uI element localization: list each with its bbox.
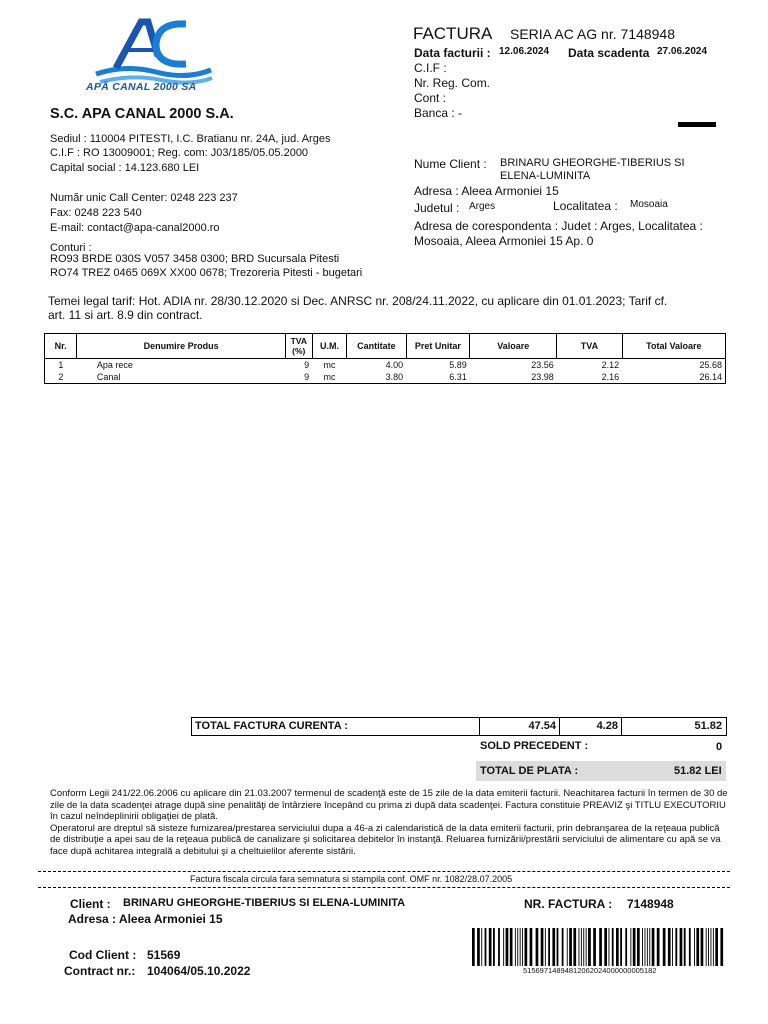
total-payable-label: TOTAL DE PLATA : — [480, 765, 579, 777]
barcode-bar — [493, 928, 495, 966]
client-correspondence-1: Adresa de corespondenta : Judet : Arges, Localitatea : — [414, 219, 703, 233]
client-localitate-label: Localitatea : — [553, 199, 618, 213]
barcode-bar — [583, 928, 584, 966]
barcode-bar — [672, 928, 673, 966]
coupon-contract: 104064/05.10.2022 — [147, 964, 251, 978]
company-name: S.C. APA CANAL 2000 S.A. — [50, 106, 234, 122]
invoice-due-date: 27.06.2024 — [657, 46, 708, 57]
col-header: Pret Unitar — [406, 334, 470, 359]
col-header: Denumire Produs — [77, 334, 286, 359]
divider — [38, 871, 730, 872]
barcode-bar — [599, 928, 602, 966]
cell-total: 26.14 — [699, 372, 722, 382]
company-email: E-mail: contact@apa-canal2000.ro — [50, 222, 220, 234]
client-localitate: Mosoaia — [630, 199, 668, 210]
legal-tariff-line-1: Temei legal tarif: Hot. ADIA nr. 28/30.12.2020 si Dec. ANRSC nr. 208/24.11.2022, cu aplicare din 01.01.2023; Tarif cf. — [48, 294, 668, 308]
barcode-bar — [680, 928, 683, 966]
barcode-bar — [477, 928, 480, 966]
barcode-bar — [713, 928, 714, 966]
barcode-bar — [668, 928, 671, 966]
cell-value: 23.98 — [531, 372, 554, 382]
sold-label: SOLD PRECEDENT : — [480, 740, 589, 752]
barcode-bar — [489, 928, 492, 966]
company-cif: C.I.F : RO 13009001; Reg. com: J03/185/05.05.2000 — [50, 147, 309, 159]
coupon-invoice-label: NR. FACTURA : — [524, 897, 613, 911]
company-conturi-label: Conturi : — [50, 242, 92, 254]
client-judet-label: Judetul : — [414, 201, 460, 215]
barcode-bar — [481, 928, 482, 966]
barcode-bar — [520, 928, 521, 966]
barcode-bar — [579, 928, 580, 966]
items-table — [44, 333, 726, 384]
col-header: Nr. — [45, 334, 77, 359]
invoice-title: FACTURA — [413, 24, 493, 43]
redaction-mark — [678, 122, 716, 127]
legal-tariff-line-2: art. 11 si art. 8.9 din contract. — [48, 308, 203, 322]
invoice-date: 12.06.2024 — [499, 46, 550, 57]
barcode-bar — [675, 928, 677, 966]
barcode-bar — [620, 928, 622, 966]
barcode-bar — [701, 928, 704, 966]
barcode-bar — [548, 928, 550, 966]
barcode-bar — [593, 928, 596, 966]
table-row — [45, 371, 726, 384]
barcode-bar — [569, 928, 572, 966]
barcode-bar — [573, 928, 576, 966]
barcode-text: 51569714894812062024000000005182 — [523, 966, 657, 975]
barcode-bar — [708, 928, 709, 966]
coupon-client-code: 51569 — [147, 948, 181, 962]
cell-unit-price: 6.31 — [449, 372, 467, 382]
col-header: Cantitate — [347, 334, 406, 359]
barcode-bar — [525, 928, 528, 966]
table-row — [45, 359, 726, 372]
client-judet: Arges — [469, 201, 496, 212]
cell-um: mc — [323, 360, 336, 370]
barcode-bar — [625, 928, 627, 966]
company-cont-1: RO93 BRDE 030S V057 3458 0300; BRD Sucursala Pitesti — [50, 253, 340, 265]
barcode-bar — [720, 928, 723, 966]
barcode-bar — [515, 928, 516, 966]
total-payable-value: 51.82 LEI — [674, 765, 722, 777]
barcode-bar — [503, 928, 504, 966]
client-name-line2: ELENA-LUMINITA — [500, 170, 591, 182]
barcode-bar — [637, 928, 640, 966]
company-logo — [86, 16, 216, 86]
barcode-bar — [541, 928, 544, 966]
invoice-reg-com: Nr. Reg. Com. — [414, 76, 491, 90]
barcode-bar — [522, 928, 523, 966]
client-address: Adresa : Aleea Armoniei 15 — [414, 184, 559, 198]
legal-paragraph-1: Conform Legii 241/22.06.2006 cu aplicare din 21.03.2007 termenul de scadenţă este de 15 zile de la data emiterii facturii. Neachitarea facturii în termen de 30 de zile de la data scadenţei atrage după sine penalităţi de întârziere începând cu prima zi după data scadenţei. Factura constituie PREAVIZ şi TITLU EXECUTORIU în cazul neîndeplinirii obligaţiei de plată. — [50, 788, 728, 823]
coupon-address: Adresa : Aleea Armoniei 15 — [68, 912, 223, 926]
invoice-date-label: Data facturii : — [414, 46, 491, 60]
cell-nr: 1 — [58, 360, 64, 370]
company-fax: Fax: 0248 223 540 — [50, 207, 142, 219]
col-header: TVA — [557, 334, 622, 359]
barcode-bar — [711, 928, 712, 966]
barcode-bar — [517, 928, 518, 966]
barcode-bar — [652, 928, 655, 966]
cell-value: 23.56 — [531, 360, 554, 370]
barcode-bar — [706, 928, 707, 966]
legal-paragraphs — [50, 788, 730, 858]
cell-tva: 2.16 — [601, 372, 620, 382]
col-header: TVA (%) — [285, 334, 312, 359]
barcode-bar — [604, 928, 607, 966]
invoice-cont: Cont : — [414, 91, 447, 105]
barcode-bar — [581, 928, 582, 966]
legal-paragraph-2: Operatorul are dreptul să sisteze furnizarea/prestarea serviciului dupa a 46-a zi calendaristică de la data emiterii facturii, prin debranşarea de la reţeaua publică de distribuţie a apei sau de la reţeaua publică de canalizare şi solicitarea debitelor în instanţă. Reluarea furnizării/prestării serviciului de alimentare cu apă se va face după achitarea integrală a debitului şi a cheltuielilor aferente sistării. — [50, 822, 721, 857]
cell-total: 25.68 — [699, 360, 722, 370]
coupon-invoice-number: 7148948 — [627, 897, 674, 911]
cell-nr: 2 — [58, 372, 64, 382]
barcode-bar — [498, 928, 500, 966]
coupon-client-code-label: Cod Client : — [69, 948, 137, 962]
invoice-due-label: Data scadenta — [568, 46, 650, 60]
barcode-bar — [557, 928, 559, 966]
company-sediu: Sediul : 110004 PITESTI, I.C. Bratianu nr. 24A, jud. Arges — [50, 133, 331, 145]
barcode-bar — [694, 928, 695, 966]
client-correspondence-2: Mosoaia, Aleea Armoniei 15 Ap. 0 — [414, 234, 594, 248]
cell-product: Canal — [96, 372, 121, 382]
table-header-row — [45, 334, 726, 359]
total-current-invoice — [191, 717, 727, 736]
total-label: TOTAL FACTURA CURENTA : — [195, 720, 348, 732]
barcode-bar — [633, 928, 636, 966]
invoice-seria: SERIA AC AG nr. 7148948 — [510, 26, 675, 42]
barcode-bar — [586, 928, 587, 966]
barcode-bar — [663, 928, 666, 966]
barcode-bar — [552, 928, 555, 966]
col-header: Valoare — [470, 334, 557, 359]
barcode-bar — [485, 928, 487, 966]
barcode-bar — [645, 928, 646, 966]
cell-tva: 2.12 — [601, 360, 620, 370]
barcode-bar — [684, 928, 686, 966]
cell-tva-rate: 9 — [304, 360, 310, 370]
cell-um: mc — [323, 372, 336, 382]
barcode-bar — [642, 928, 643, 966]
total-sum: 51.82 — [621, 718, 725, 735]
cell-tva-rate: 9 — [304, 372, 310, 382]
cell-quantity: 3.80 — [385, 372, 404, 382]
coupon-contract-label: Contract nr.: — [64, 964, 136, 978]
barcode-bar — [530, 928, 533, 966]
barcode-bar — [562, 928, 564, 966]
barcode-bar — [647, 928, 648, 966]
barcode-bar — [545, 928, 546, 966]
divider — [38, 887, 730, 888]
company-capital: Capital social : 14.123.680 LEI — [50, 162, 200, 174]
barcode-bar — [567, 928, 568, 966]
invoice-banca: Banca : - — [414, 106, 463, 120]
company-call-center: Număr unic Call Center: 0248 223 237 — [50, 192, 238, 204]
coupon-client: BRINARU GHEORGHE-TIBERIUS SI ELENA-LUMINITA — [123, 897, 406, 909]
barcode-bar — [510, 928, 513, 966]
total-value: 47.54 — [479, 718, 559, 735]
barcode-bar — [472, 928, 475, 966]
sold-value: 0 — [716, 741, 723, 753]
total-tva: 4.28 — [559, 718, 621, 735]
barcode-bar — [612, 928, 614, 966]
barcode-bar — [696, 928, 699, 966]
logo-name: APĂ CANAL 2000 SA — [86, 81, 197, 93]
fiscal-note: Factura fiscala circula fara semnatura si stampila conf. OMF nr. 1082/28.07.2005 — [190, 874, 513, 884]
barcode-bar — [715, 928, 718, 966]
barcode-bar — [616, 928, 619, 966]
client-name-label: Nume Client : — [414, 157, 487, 171]
cell-quantity: 4.00 — [385, 360, 404, 370]
cell-unit-price: 5.89 — [449, 360, 467, 370]
company-cont-2: RO74 TREZ 0465 069X XX00 0678; Trezoreria Pitesti - bugetari — [50, 267, 363, 279]
col-header: U.M. — [312, 334, 347, 359]
client-name-line1: BRINARU GHEORGHE-TIBERIUS SI — [500, 157, 685, 169]
barcode-bar — [657, 928, 660, 966]
barcode-bar — [630, 928, 631, 966]
barcode-bar — [588, 928, 591, 966]
barcode — [470, 928, 730, 966]
barcode-bar — [506, 928, 509, 966]
barcode-bar — [689, 928, 691, 966]
invoice-cif: C.I.F : — [414, 61, 447, 75]
barcode-bar — [609, 928, 610, 966]
barcode-bar — [536, 928, 539, 966]
col-header: Total Valoare — [622, 334, 725, 359]
cell-product: Apa rece — [96, 360, 133, 370]
barcode-bar — [649, 928, 650, 966]
coupon-client-label: Client : — [70, 897, 111, 911]
